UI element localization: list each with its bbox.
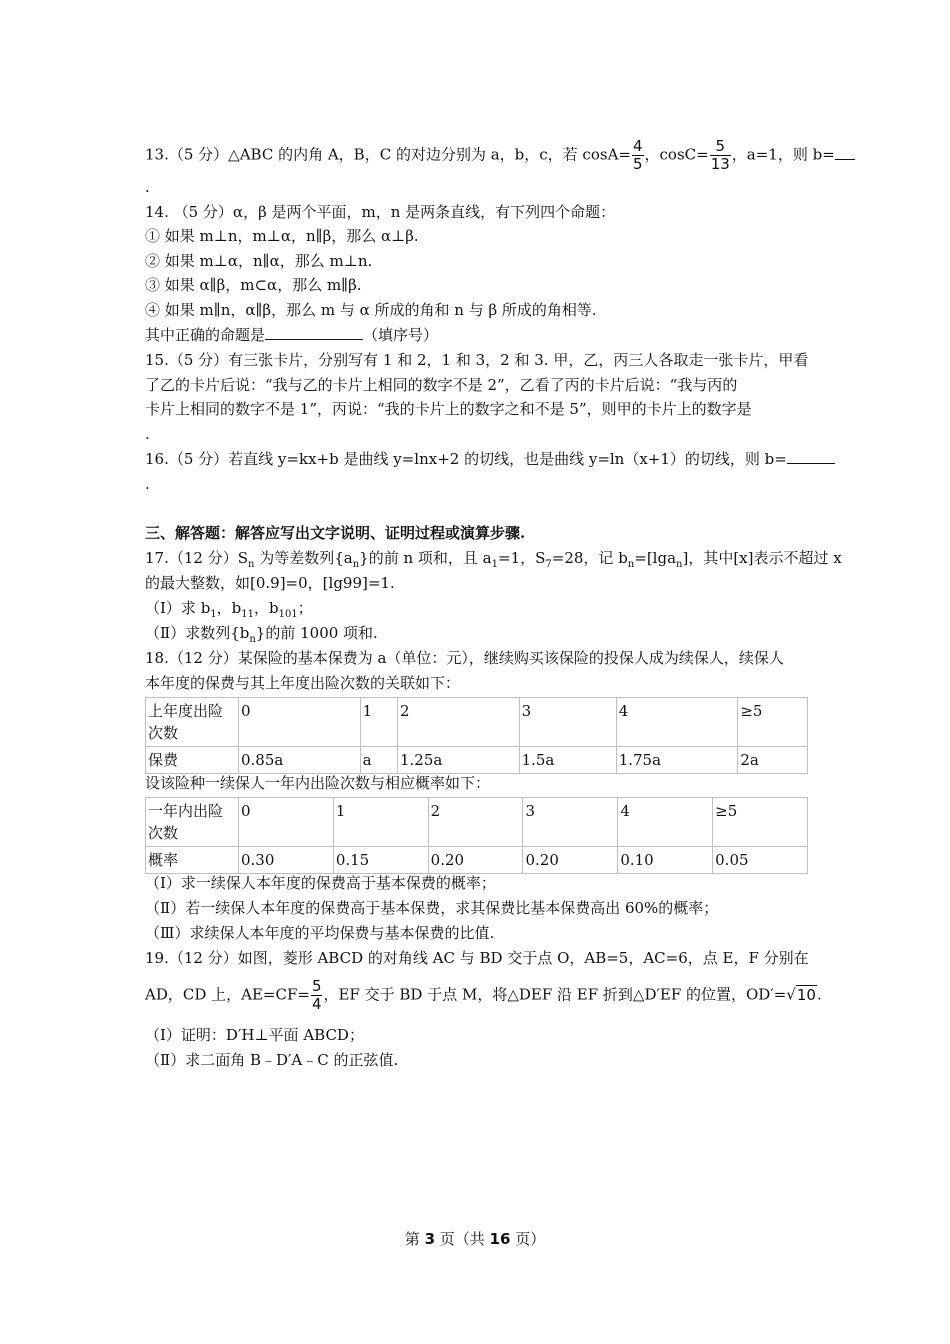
q13-text-c: ，a=1，则 b=: [731, 145, 835, 164]
q15-line-2: 了乙的卡片后说：“我与乙的卡片上相同的数字不是 2”，乙看了丙的卡片后说：“我与丙的: [145, 376, 738, 394]
table-cell: 0.05: [713, 847, 808, 874]
footer-text: 第: [404, 1230, 425, 1248]
table-cell: 4: [618, 798, 713, 847]
q13-line: [145, 137, 835, 173]
q17-t: }的前 n 项和，且 a: [359, 549, 492, 567]
table-cell: 0.20: [523, 847, 618, 874]
table-cell: 3: [519, 698, 616, 747]
q14-hint: （填序号）: [363, 326, 439, 344]
q17-t: ，b: [254, 599, 279, 617]
q16-text: 16.（5 分）若直线 y=kx+b 是曲线 y=lnx+2 的切线，也是曲线 y=ln（x+1）的切线，则 b=: [145, 450, 787, 468]
answer-blank: [835, 145, 855, 160]
fraction-5-4: [311, 978, 323, 1013]
q17-t: （Ⅰ）求 b: [145, 599, 211, 617]
q13-text-b: ，cosC=: [644, 145, 709, 164]
table-row: [146, 747, 808, 774]
table-cell: 0: [239, 698, 361, 747]
q17-t: }的前 1000 项和.: [255, 624, 378, 642]
table-cell: 1.25a: [397, 747, 519, 774]
q17-line-2: 的最大整数，如[0.9]=0，[lg99]=1.: [145, 574, 395, 592]
q15-line-3: 卡片上相同的数字不是 1”，丙说：“我的卡片上的数字之和不是 5”，则甲的卡片上的数字是: [145, 400, 752, 418]
table-cell: 3: [523, 798, 618, 847]
q17-sub: 1: [491, 559, 498, 570]
q17-t: =[lga: [634, 549, 677, 567]
q14-question: 14. （5 分）α，β 是两个平面，m，n 是两条直线，有下列四个命题：: [145, 203, 616, 221]
q15-line-4: .: [145, 425, 150, 443]
table-cell: 一年内出险次数: [146, 798, 239, 847]
table-row: [146, 698, 808, 747]
table-cell: 1.75a: [616, 747, 738, 774]
table-cell: 上年度出险次数: [146, 698, 239, 747]
q14-proposition-4: ④ 如果 m∥n，α∥β，那么 m 与 α 所成的角和 n 与 β 所成的角相等.: [145, 301, 597, 319]
table-cell: 0.30: [239, 847, 334, 874]
answer-blank: [265, 325, 363, 340]
table-cell: 0.15: [333, 847, 428, 874]
table-cell: ≥5: [713, 798, 808, 847]
q17-sub: 11: [241, 609, 255, 620]
page-number: 3: [424, 1230, 435, 1248]
q17-sub: n: [352, 559, 360, 570]
q18-item-1: （Ⅰ）求一续保人本年度的保费高于基本保费的概率；: [145, 874, 496, 892]
q14-ask: 其中正确的命题是: [145, 326, 266, 344]
q17-sub: 101: [278, 609, 298, 620]
table-cell: 0.85a: [239, 747, 361, 774]
table-cell: 1.5a: [519, 747, 616, 774]
q17-item-2: [145, 623, 810, 650]
q17-t: ]，其中[x]表示不超过 x: [682, 549, 842, 567]
probability-table: [145, 797, 808, 874]
section-heading: 三、解答题：解答应写出文字说明、证明过程或演算步骤.: [145, 524, 526, 542]
premium-table: [145, 697, 808, 774]
table-row: [146, 847, 808, 874]
q17-sub: n: [676, 559, 683, 570]
q19-t: .: [816, 985, 822, 1004]
answer-blank: [787, 449, 835, 464]
q19-t: AD，CD 上，AE=CF=: [145, 985, 310, 1004]
q17-sub: 1: [210, 609, 217, 620]
q17-t: =1，S: [498, 549, 546, 567]
q17-sub: n: [248, 559, 255, 570]
table-cell: a: [360, 747, 397, 774]
table-cell: ≥5: [738, 698, 808, 747]
table-cell: 0.10: [618, 847, 713, 874]
table-cell: 0.20: [428, 847, 523, 874]
footer-text: 页）: [510, 1230, 546, 1248]
q14-proposition-3: ③ 如果 α∥β，m⊂α，那么 m∥β.: [145, 276, 362, 294]
q18-mid-text: 设该险种一续保人一年内出险次数与相应概率如下：: [145, 774, 491, 792]
page-footer: [0, 1228, 950, 1249]
total-pages: 16: [489, 1230, 511, 1248]
q17-t: 17.（12 分）S: [145, 549, 248, 567]
q17-line-1: [145, 548, 842, 575]
table-cell: 保费: [146, 747, 239, 774]
table-cell: 1: [360, 698, 397, 747]
fraction-5-13: [710, 138, 731, 173]
q18-item-2: （Ⅱ）若一续保人本年度的保费高于基本保费，求其保费比基本保费高出 60%的概率；: [145, 899, 719, 917]
sqrt-10: √10: [786, 985, 816, 1004]
q17-sub: n: [627, 559, 635, 570]
q19-line-2: [145, 977, 822, 1013]
q18-line-1: 18.（12 分）某保险的基本保费为 a（单位：元），继续购买该保险的投保人成为续保人，续保人: [145, 649, 784, 667]
table-cell: 2a: [738, 747, 808, 774]
footer-text: 页（共: [435, 1230, 490, 1248]
q14-proposition-1: ① 如果 m⊥n，m⊥α，n∥β，那么 α⊥β.: [145, 227, 419, 245]
q16-line-2: .: [145, 475, 150, 493]
radicand: 10: [796, 985, 816, 1004]
q18-line-2: 本年度的保费与其上年度出险次数的关联如下：: [145, 674, 461, 692]
q16-line-1: [145, 449, 810, 469]
table-cell: 1: [333, 798, 428, 847]
q19-line-1: 19.（12 分）如图，菱形 ABCD 的对角线 AC 与 BD 交于点 O，AB=5，AC=6，点 E，F 分别在: [145, 949, 809, 967]
q13-text-a: 13.（5 分）△ABC 的内角 A，B，C 的对边分别为 a，b，c，若 cosA=: [145, 145, 631, 164]
q19-t: ，EF 交于 BD 于点 M，将△DEF 沿 EF 折到△D′EF 的位置，OD′=: [323, 985, 787, 1004]
frac-den: 13: [710, 155, 730, 173]
q17-t: ；: [297, 599, 313, 617]
frac-num: 4: [632, 137, 643, 155]
q19-item-1: （Ⅰ）证明：D′H⊥平面 ABCD；: [145, 1026, 364, 1044]
q15-line-1: 15.（5 分）有三张卡片，分别写有 1 和 2，1 和 3，2 和 3. 甲，乙，丙三人各取走一张卡片，甲看: [145, 351, 809, 369]
q17-sub: 7: [545, 559, 552, 570]
q17-item-1: [145, 598, 810, 625]
q13-continuation: .: [145, 178, 150, 196]
frac-num: 5: [311, 977, 322, 995]
frac-den: 5: [632, 155, 643, 173]
q17-t: 为等差数列{a: [254, 549, 353, 567]
q19-item-2: （Ⅱ）求二面角 B﹣D′A﹣C 的正弦值.: [145, 1051, 399, 1069]
table-row: [146, 798, 808, 847]
table-cell: 4: [616, 698, 738, 747]
q17-t: ，b: [216, 599, 242, 617]
frac-den: 4: [311, 995, 322, 1013]
q17-t: （Ⅱ）求数列{b: [145, 624, 250, 642]
frac-num: 5: [710, 138, 731, 156]
fraction-4-5: [632, 138, 644, 173]
table-cell: 0: [239, 798, 334, 847]
q17-sub: n: [249, 634, 256, 645]
q18-item-3: （Ⅲ）求续保人本年度的平均保费与基本保费的比值.: [145, 924, 495, 942]
q14-ask-line: [145, 325, 810, 345]
q14-proposition-2: ② 如果 m⊥α，n∥α，那么 m⊥n.: [145, 252, 373, 270]
table-cell: 2: [397, 698, 519, 747]
table-cell: 概率: [146, 847, 239, 874]
table-cell: 2: [428, 798, 523, 847]
q17-t: =28，记 b: [551, 549, 628, 567]
